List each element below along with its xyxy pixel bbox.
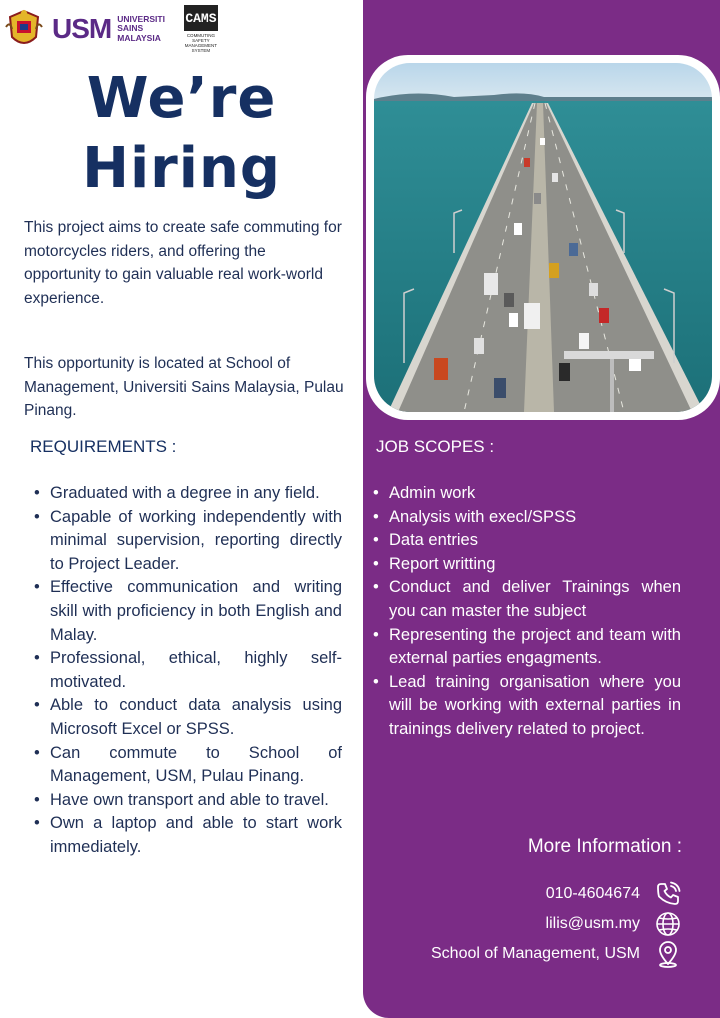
list-item: • Graduated with a degree in any field.	[34, 482, 342, 506]
intro-paragraph-2: This opportunity is located at School of Management, Universiti Sains Malaysia, Pulau Pinang.	[24, 355, 344, 419]
job-scopes-list	[373, 482, 681, 742]
contact-email	[546, 910, 682, 938]
usm-logo	[52, 13, 165, 45]
cams-logo	[181, 5, 221, 53]
cams-logo-mark: CAMS	[184, 5, 218, 31]
list-item: • Professional, ethical, highly self-motivated.	[34, 647, 342, 694]
headline-line2: Hiring	[82, 136, 281, 201]
bridge-photo-frame	[366, 55, 720, 420]
list-item: • Admin work	[373, 482, 681, 506]
list-item: • Data entries	[373, 529, 681, 553]
list-item: • Effective communication and writing skill with proficiency in both English and Malay.	[34, 576, 342, 647]
list-item: • Lead training organisation where you will be working with external parties in trainings delivery related to project.	[373, 671, 681, 742]
list-item: • Analysis with execl/SPSS	[373, 506, 681, 530]
list-item: • Have own transport and able to travel.	[34, 789, 342, 813]
phone-number[interactable]: 010-4604674	[545, 885, 640, 902]
requirements-list	[34, 482, 342, 860]
job-scopes-title: JOB SCOPES :	[376, 437, 495, 456]
list-item: • Can commute to School of Management, USM, Pulau Pinang.	[34, 742, 342, 789]
location-pin-icon	[654, 940, 682, 968]
logo-bar	[4, 4, 221, 54]
crest-logo-icon	[4, 7, 44, 51]
list-item: • Able to conduct data analysis using Microsoft Excel or SPSS.	[34, 694, 342, 741]
requirements-title: REQUIREMENTS :	[30, 437, 177, 456]
cams-subtitle: COMMUTING SAFETY MANAGEMENT SYSTEM	[184, 33, 218, 53]
list-item: • Conduct and deliver Trainings when you can master the subject	[373, 576, 681, 623]
list-item: • Report writting	[373, 553, 681, 577]
location-text: School of Management, USM	[431, 945, 640, 962]
email-address[interactable]: lilis@usm.my	[545, 915, 640, 932]
more-information-title: More Information :	[527, 836, 682, 857]
globe-icon	[654, 910, 682, 938]
bridge-photo	[374, 63, 712, 412]
usm-subtitle: UNIVERSITI SAINS MALAYSIA	[117, 13, 165, 43]
contact-location	[431, 940, 682, 968]
list-item: • Representing the project and team with external parties engagments.	[373, 624, 681, 671]
list-item: • Own a laptop and able to start work immediately.	[34, 812, 342, 859]
contact-phone	[546, 880, 682, 908]
list-item: • Capable of working independently with minimal supervision, reporting directly to Project Leader.	[34, 506, 342, 577]
phone-icon	[654, 880, 682, 908]
usm-wordmark: USM	[52, 13, 112, 44]
intro-paragraph-1: This project aims to create safe commuting for motorcycles riders, and offering the opportunity to gain valuable real work-world experience.	[24, 219, 342, 307]
headline-line1: We’re	[86, 66, 277, 131]
